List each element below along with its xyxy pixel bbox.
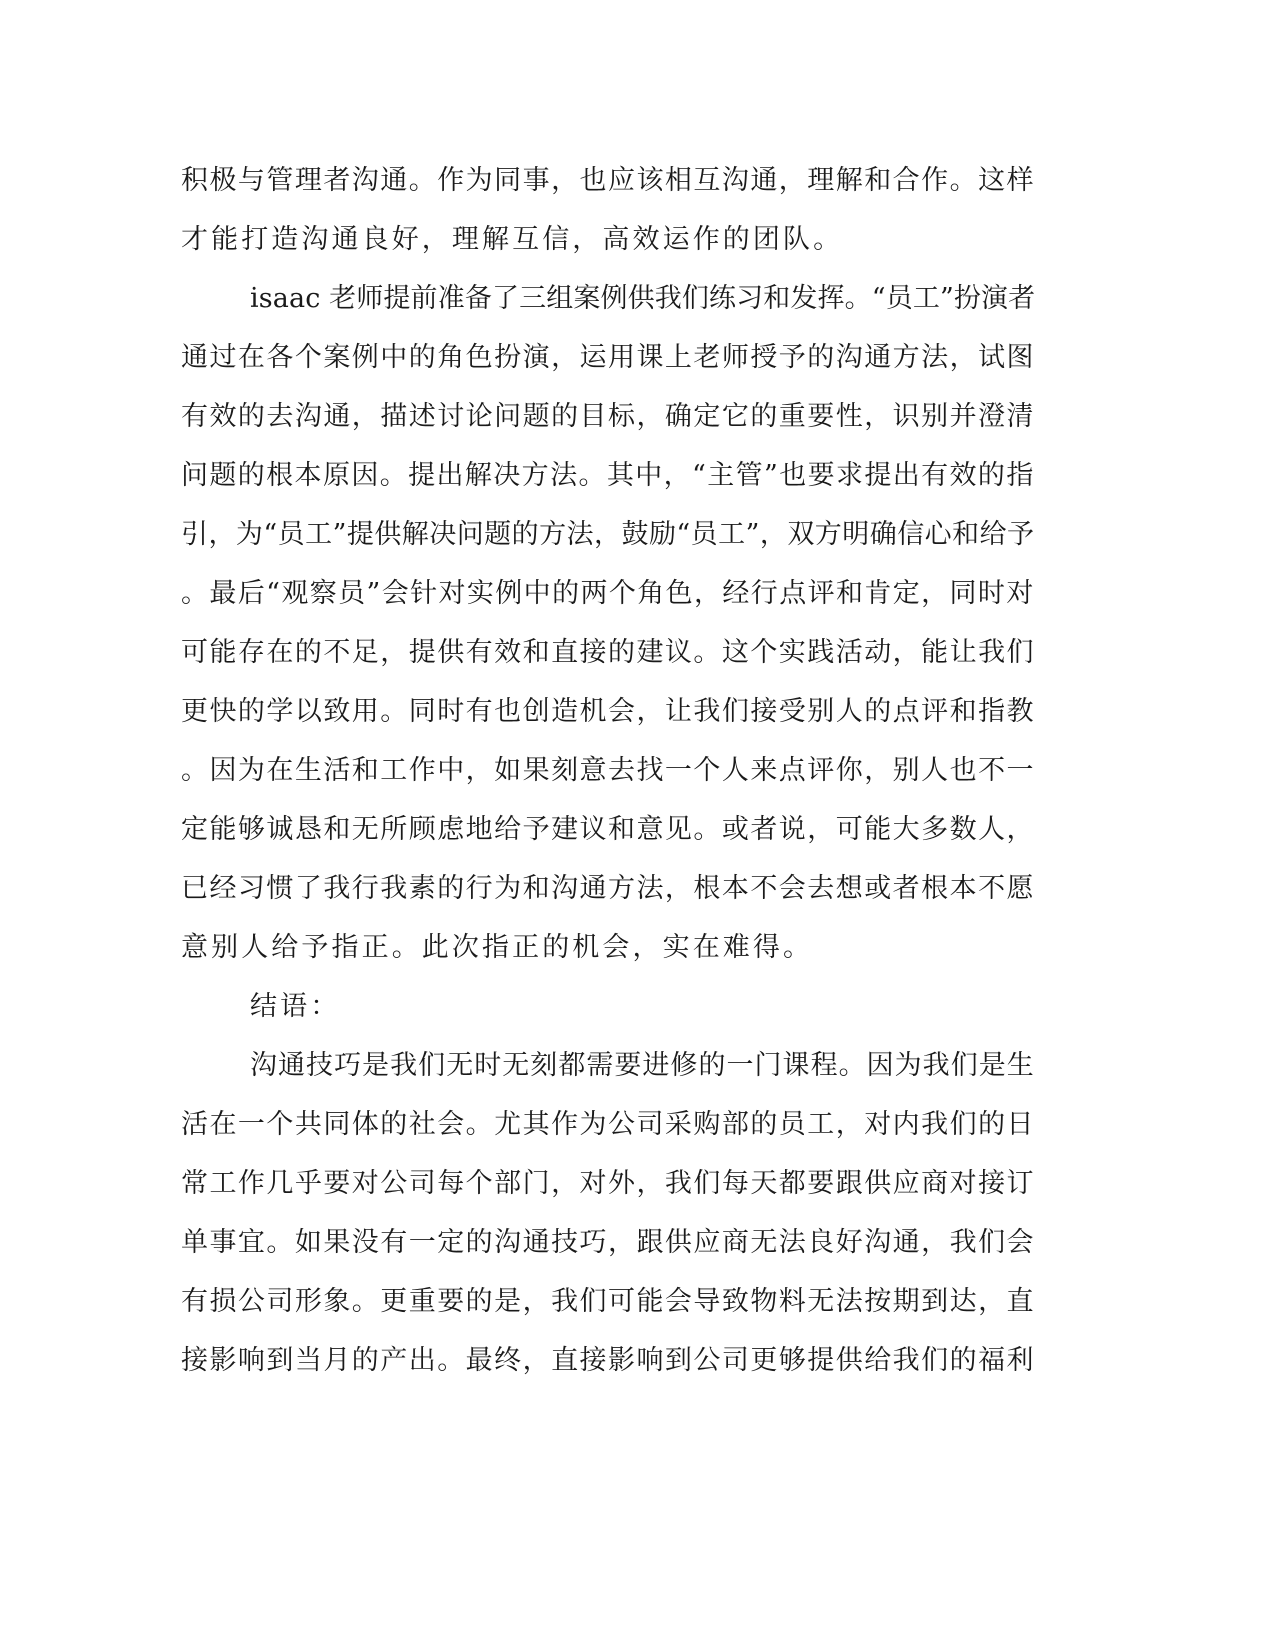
text-line: 定能够诚恳和无所顾虑地给予建议和意见。或者说，可能大多数人， <box>181 814 1035 845</box>
text-line: 引，为“员工”提供解决问题的方法，鼓励“员工”，双方明确信心和给予 <box>181 519 1035 550</box>
text-line: 更快的学以致用。同时有也创造机会，让我们接受别人的点评和指教 <box>181 696 1035 727</box>
paragraph-start-line: 沟通技巧是我们无时无刻都需要进修的一门课程。因为我们是生 <box>250 1050 1035 1081</box>
section-heading: 结语： <box>250 991 341 1022</box>
text-line: 可能存在的不足，提供有效和直接的建议。这个实践活动，能让我们 <box>181 637 1035 668</box>
text-line: 问题的根本原因。提出解决方法。其中，“主管”也要求提出有效的指 <box>181 460 1035 491</box>
text-line: 单事宜。如果没有一定的沟通技巧，跟供应商无法良好沟通，我们会 <box>181 1227 1035 1258</box>
text-line: 积极与管理者沟通。作为同事，也应该相互沟通，理解和合作。这样 <box>181 165 1035 196</box>
text-line: 。最后“观察员”会针对实例中的两个角色，经行点评和肯定，同时对 <box>181 578 1035 609</box>
text-line: 通过在各个案例中的角色扮演，运用课上老师授予的沟通方法，试图 <box>181 342 1035 373</box>
text-line: 常工作几乎要对公司每个部门，对外，我们每天都要跟供应商对接订 <box>181 1168 1035 1199</box>
text-line: 有损公司形象。更重要的是，我们可能会导致物料无法按期到达，直 <box>181 1286 1035 1317</box>
text-line: 已经习惯了我行我素的行为和沟通方法，根本不会去想或者根本不愿 <box>181 873 1035 904</box>
text-line: 接影响到当月的产出。最终，直接影响到公司更够提供给我们的福利 <box>181 1345 1035 1376</box>
paragraph-start-line: isaac 老师提前准备了三组案例供我们练习和发挥。“员工”扮演者 <box>250 283 1036 314</box>
text-line: 有效的去沟通，描述讨论问题的目标，确定它的重要性，识别并澄清 <box>181 401 1035 432</box>
text-line: 意别人给予指正。此次指正的机会，实在难得。 <box>181 932 814 963</box>
text-line: 。因为在生活和工作中，如果刻意去找一个人来点评你，别人也不一 <box>181 755 1035 786</box>
text-line: 活在一个共同体的社会。尤其作为公司采购部的员工，对内我们的日 <box>181 1109 1035 1140</box>
text-line: 才能打造沟通良好，理解互信，高效运作的团队。 <box>181 224 844 255</box>
